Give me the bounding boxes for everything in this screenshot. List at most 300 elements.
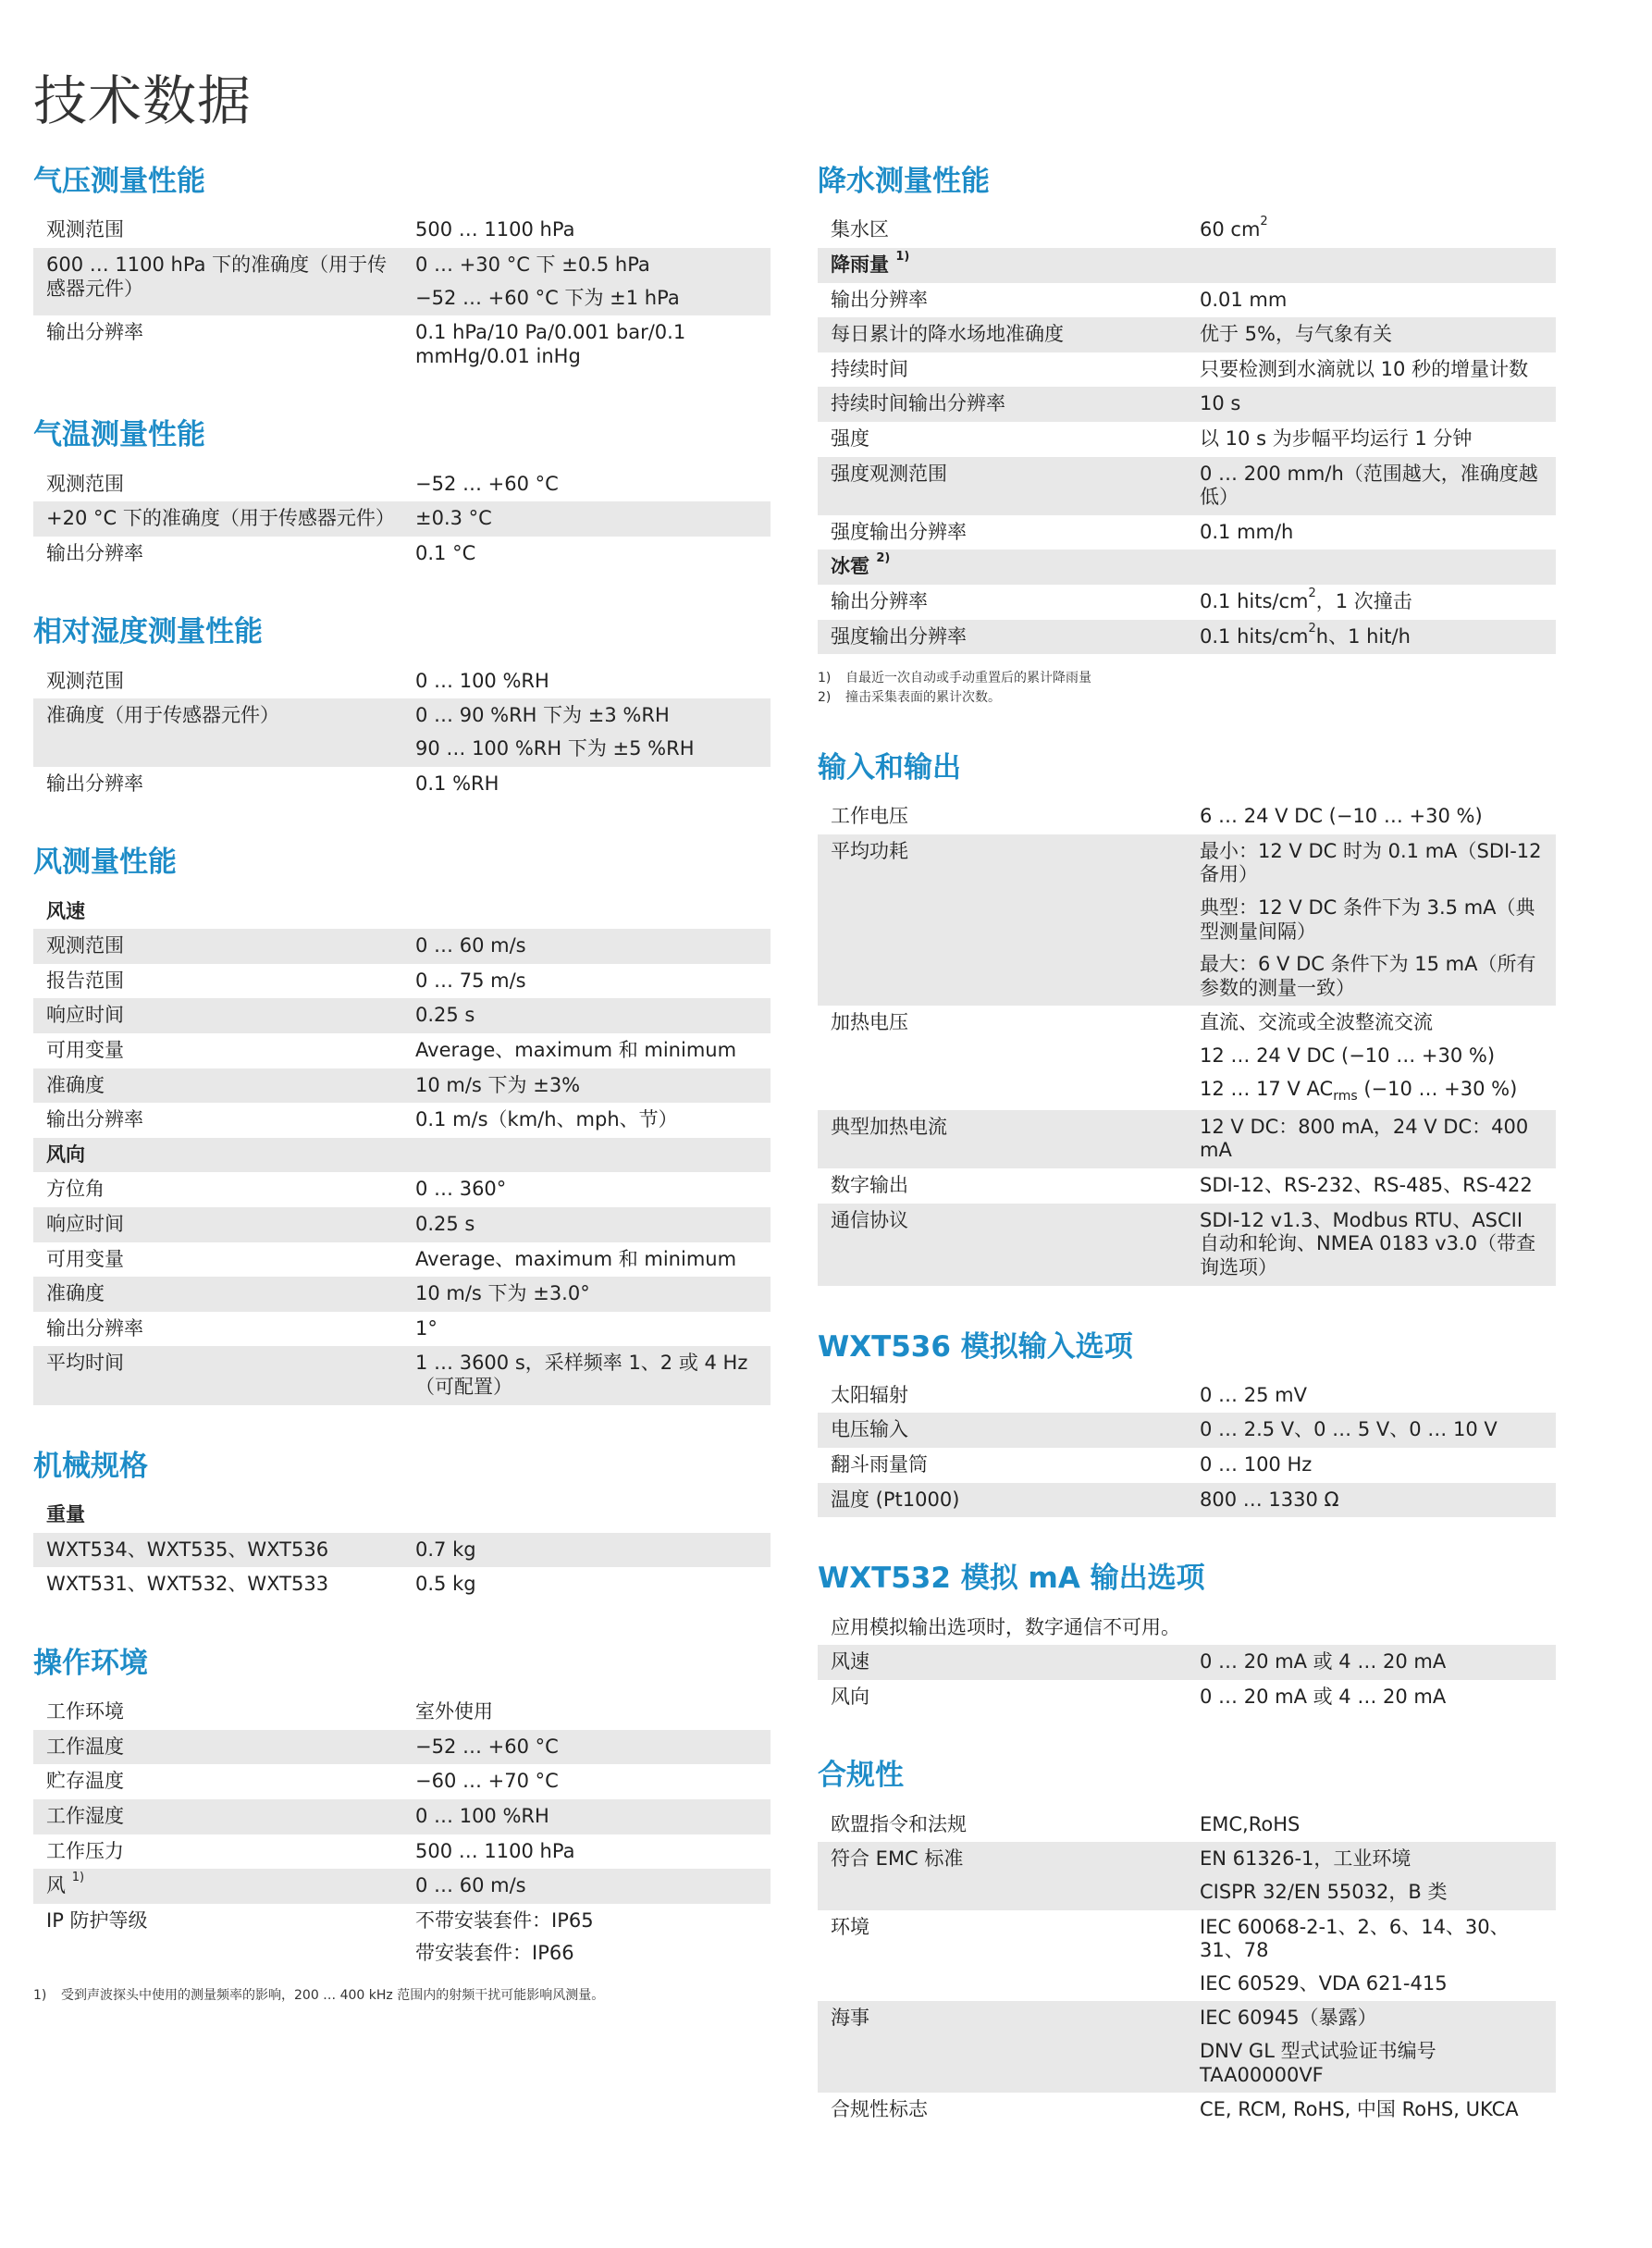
footnotes: [818, 669, 1556, 707]
spec-label: 合规性标志: [831, 2098, 928, 2121]
spec-value: [415, 1700, 771, 1724]
spec-label: 重量: [46, 1502, 85, 1525]
spec-row: [818, 1110, 1556, 1168]
spec-label: IP 防护等级: [46, 1908, 148, 1932]
spec-section: [33, 163, 771, 374]
spec-row: [818, 1448, 1556, 1483]
spec-value: [1200, 323, 1556, 347]
spec-label: 工作压力: [46, 1839, 124, 1862]
spec-row: [818, 620, 1556, 655]
spec-row: [33, 1277, 771, 1312]
spec-value: [1200, 392, 1556, 416]
spec-value: [415, 1178, 771, 1202]
spec-value: [415, 1352, 771, 1399]
spec-value-line: −52 … +60 °C: [415, 1735, 559, 1758]
spec-value: [1200, 1686, 1556, 1710]
spec-label: 平均时间: [46, 1352, 124, 1375]
spec-value: [415, 1840, 771, 1864]
spec-row: [33, 213, 771, 248]
spec-subheading-row: [33, 1498, 771, 1533]
spec-label: 可用变量: [46, 1038, 124, 1061]
spec-row: [818, 387, 1556, 422]
spec-label: 方位角: [46, 1178, 105, 1201]
spec-subheading-row: [33, 895, 771, 930]
spec-value: [415, 253, 771, 310]
spec-row: [818, 515, 1556, 550]
spec-label: WXT531、WXT532、WXT533: [46, 1573, 329, 1596]
spec-label: 环境: [831, 1915, 869, 1938]
spec-section: [33, 613, 771, 801]
spec-value-line: 10 m/s 下为 ±3.0°: [415, 1282, 590, 1305]
spec-value-line: −60 … +70 °C: [415, 1770, 559, 1793]
spec-value: [415, 1074, 771, 1098]
spec-label: +20 °C 下的准确度（用于传感器元件）: [46, 507, 395, 530]
spec-value-line: CISPR 32/EN 55032，B 类: [1200, 1880, 1448, 1903]
spec-label: 持续时间输出分辨率: [831, 392, 1005, 415]
spec-row: [33, 1567, 771, 1602]
spec-table: [818, 1611, 1556, 1715]
spec-value-line: SDI-12、RS-232、RS-485、RS-422: [1200, 1174, 1533, 1197]
section-title: 风测量性能: [33, 846, 177, 880]
spec-section: [33, 416, 771, 571]
spec-label: 工作温度: [46, 1735, 124, 1758]
section-title: 机械规格: [33, 1449, 148, 1483]
spec-label: 输出分辨率: [46, 1316, 143, 1340]
spec-value-line: 60 $cm^2$: [1200, 215, 1268, 241]
spec-row: [818, 317, 1556, 352]
spec-table: [33, 664, 771, 801]
spec-row: [33, 315, 771, 374]
spec-value-line: IEC 60068-2-1、2、6、14、30、31、78: [1200, 1915, 1510, 1962]
spec-label: 持续时间: [831, 357, 908, 380]
spec-value-line: IEC 60529、VDA 621-415: [1200, 1971, 1448, 1995]
spec-value-line: 10 s: [1200, 392, 1241, 415]
spec-row: [818, 457, 1556, 515]
spec-value: [415, 704, 771, 760]
footnote-number: 2): [818, 689, 832, 705]
spec-value-line: Average、maximum 和 minimum: [415, 1038, 737, 1061]
spec-value-line: 0.1 hPa/10 Pa/0.001 bar/0.1 mmHg/0.01 inHg: [415, 321, 686, 367]
footnote: [818, 688, 1556, 707]
spec-row: [33, 1207, 771, 1242]
spec-value: [1200, 1916, 1556, 1996]
spec-value-line: EMC,RoHS: [1200, 1812, 1301, 1835]
spec-value: [415, 1039, 771, 1063]
spec-row: [33, 1033, 771, 1068]
spec-label: 强度观测范围: [831, 462, 947, 485]
spec-value: [415, 1282, 771, 1306]
spec-value-line: 12 … 17 V $AC_{rms}$ (−10 … +30 %): [1200, 1077, 1518, 1104]
spec-label: 翻斗雨量筒: [831, 1453, 928, 1476]
spec-row: [818, 213, 1556, 248]
spec-value-line: 带安装套件：IP66: [415, 1942, 574, 1965]
spec-table: [33, 1695, 771, 1971]
spec-row: [818, 1645, 1556, 1680]
spec-label: 每日累计的降水场地准确度: [831, 323, 1064, 346]
spec-label: 典型加热电流: [831, 1115, 947, 1138]
spec-value: [415, 1317, 771, 1341]
spec-row: [33, 537, 771, 572]
footnote-marker: 1): [895, 249, 910, 264]
spec-value: [1200, 1011, 1556, 1104]
spec-row: [818, 585, 1556, 620]
spec-value-line: 0 … 100 %RH: [415, 1804, 549, 1827]
spec-row: [33, 1172, 771, 1207]
spec-label: 集水区: [831, 218, 889, 241]
spec-value: [1200, 1418, 1556, 1442]
spec-value-line: 500 … 1100 hPa: [415, 1839, 575, 1862]
spec-label: 观测范围: [46, 218, 124, 241]
spec-value: [1200, 840, 1556, 1001]
spec-value: [1200, 621, 1556, 649]
spec-value-line: 0 … 200 mm/h（范围越大，准确度越低）: [1200, 462, 1538, 509]
section-title: 气温测量性能: [33, 418, 205, 452]
section-title: 输入和输出: [818, 750, 961, 784]
spec-value: [1200, 1174, 1556, 1198]
spec-label: 风 $^{1)}$: [46, 1871, 85, 1897]
spec-label: 数字输出: [831, 1174, 908, 1197]
spec-section: [818, 1328, 1556, 1518]
spec-value-line: −52 … +60 °C 下为 ±1 hPa: [415, 286, 680, 309]
spec-subheading-row: [818, 248, 1556, 283]
spec-row: [818, 1168, 1556, 1204]
spec-value: [1200, 1650, 1556, 1674]
spec-label: 降雨量 $^{1)}$: [831, 249, 910, 276]
spec-label: 响应时间: [46, 1004, 124, 1027]
spec-row: [33, 1799, 771, 1834]
spec-value: [1200, 1116, 1556, 1163]
spec-value-line: 0 … 100 Hz: [1200, 1453, 1313, 1476]
spec-value-line: 12 V DC：800 mA，24 V DC：400 mA: [1200, 1115, 1529, 1162]
spec-row: [33, 1764, 771, 1799]
spec-label: 输出分辨率: [46, 541, 143, 564]
spec-value-line: 以 10 s 为步幅平均运行 1 分钟: [1200, 426, 1473, 450]
spec-value-line: 0 … 60 m/s: [415, 934, 526, 957]
spec-row: [818, 1413, 1556, 1448]
spec-label: 可用变量: [46, 1247, 124, 1270]
spec-value-line: 最大：6 V DC 条件下为 15 mA（所有参数的测量一致）: [1200, 953, 1536, 999]
spec-row: [33, 248, 771, 315]
spec-row: [818, 834, 1556, 1007]
spec-row: [818, 1680, 1556, 1715]
spec-value-line: 12 … 24 V DC (−10 … +30 %): [1200, 1044, 1496, 1067]
spec-value: [415, 1004, 771, 1028]
spec-value-line: 0 … 2.5 V、0 … 5 V、0 … 10 V: [1200, 1418, 1498, 1441]
footnote-marker: 2): [876, 551, 891, 566]
section-title: WXT536 模拟输入选项: [818, 1329, 1133, 1364]
footnote-text: 撞击采集表面的累计次数。: [845, 689, 1001, 705]
spec-row: [33, 964, 771, 999]
footnotes: [33, 1986, 771, 2005]
spec-value-line: 1 … 3600 s，采样频率 1、2 或 4 Hz（可配置）: [415, 1352, 748, 1399]
section-title: 操作环境: [33, 1646, 148, 1680]
spec-section: [818, 749, 1556, 1286]
spec-value: [415, 1248, 771, 1272]
spec-label: 海事: [831, 2007, 869, 2030]
spec-value: [1200, 587, 1556, 614]
section-title: 降水测量性能: [818, 165, 990, 198]
spec-value-line: 6 … 24 V DC (−10 … +30 %): [1200, 805, 1483, 828]
spec-value: [415, 542, 771, 566]
spec-row: [818, 2093, 1556, 2128]
spec-label: 加热电压: [831, 1011, 908, 1034]
footnote-number: 1): [818, 671, 832, 686]
spec-value-line: 0.7 kg: [415, 1538, 476, 1561]
spec-subheading-row: [818, 550, 1556, 585]
spec-row: [818, 1808, 1556, 1843]
spec-value-line: 0.1 hits/$cm^2$，1 次撞击: [1200, 587, 1412, 612]
spec-value-line: 典型：12 V DC 条件下为 3.5 mA（典型测量间隔）: [1200, 895, 1535, 943]
spec-value: [1200, 463, 1556, 510]
spec-subheading-row: [33, 1138, 771, 1173]
spec-value: [415, 321, 771, 368]
spec-table: [818, 213, 1556, 654]
spec-label: 电压输入: [831, 1418, 908, 1441]
spec-section: [33, 1448, 771, 1602]
spec-row: [818, 1006, 1556, 1109]
spec-row: [818, 1910, 1556, 2002]
spec-value-line: 0 … 20 mA 或 4 … 20 mA: [1200, 1650, 1447, 1674]
spec-label: 输出分辨率: [831, 288, 928, 311]
spec-row: [33, 1346, 771, 1404]
spec-label: 准确度: [46, 1282, 105, 1305]
spec-row: [33, 501, 771, 537]
spec-value: [415, 507, 771, 531]
spec-value-line: DNV GL 型式试验证书编号 TAA00000VF: [1200, 2039, 1436, 2086]
spec-label: 强度输出分辨率: [831, 624, 967, 648]
spec-label: 观测范围: [46, 934, 124, 957]
spec-table: [818, 1808, 1556, 2128]
spec-label: 风向: [831, 1685, 869, 1708]
spec-section: [818, 163, 1556, 707]
spec-table: [33, 895, 771, 1405]
spec-row: [818, 1204, 1556, 1286]
spec-value: [1200, 2098, 1556, 2122]
spec-row: [33, 1695, 771, 1730]
spec-row: [33, 1068, 771, 1104]
spec-value-line: 0 … 60 m/s: [415, 1874, 526, 1897]
spec-label: 欧盟指令和法规: [831, 1812, 967, 1835]
spec-value-line: 0.1 hits/$cm^2h$、1 hit/h: [1200, 621, 1411, 648]
spec-value-line: 0 … 75 m/s: [415, 969, 526, 992]
spec-value-line: 优于 5%，与气象有关: [1200, 323, 1392, 346]
spec-label: 强度: [831, 426, 869, 450]
spec-value: [415, 670, 771, 694]
spec-value: [1200, 2007, 1556, 2087]
spec-section: [33, 1645, 771, 2005]
spec-value: [1200, 289, 1556, 313]
spec-label: 报告范围: [46, 969, 124, 992]
spec-value: [415, 1770, 771, 1794]
spec-value-line: 0 … 360°: [415, 1178, 507, 1201]
spec-row: [33, 1312, 771, 1347]
spec-label: 冰雹 $^{2)}$: [831, 551, 891, 578]
spec-value-line: 0.1 °C: [415, 541, 476, 564]
spec-value: [415, 970, 771, 994]
spec-label: 温度 (Pt1000): [831, 1488, 960, 1511]
spec-label: 通信协议: [831, 1208, 908, 1231]
footnote-marker: 1): [71, 1871, 85, 1885]
right-column: [818, 163, 1556, 2170]
section-title: 相对湿度测量性能: [33, 615, 263, 649]
footnote: [33, 1986, 771, 2005]
spec-label: 应用模拟输出选项时，数字通信不可用。: [831, 1615, 1180, 1638]
spec-value-line: 10 m/s 下为 ±3%: [415, 1073, 581, 1096]
spec-value: [415, 772, 771, 797]
spec-section: [818, 1757, 1556, 2127]
spec-row: [818, 1611, 1556, 1646]
spec-row: [33, 467, 771, 502]
footnote: [818, 669, 1556, 687]
spec-label: 平均功耗: [831, 839, 908, 862]
section-title: 合规性: [818, 1759, 904, 1793]
spec-label: 观测范围: [46, 472, 124, 495]
spec-row: [33, 664, 771, 699]
spec-row: [33, 1904, 771, 1971]
spec-row: [33, 1730, 771, 1765]
spec-value-line: SDI-12 v1.3、Modbus RTU、ASCII 自动和轮询、NMEA 0183 v3.0（带查询选项）: [1200, 1208, 1536, 1278]
spec-label: 太阳辐射: [831, 1383, 908, 1406]
footnote-text: 自最近一次自动或手动重置后的累计降雨量: [845, 671, 1091, 686]
spec-value: [1200, 521, 1556, 545]
spec-value-line: 只要检测到水滴就以 10 秒的增量计数: [1200, 357, 1529, 380]
spec-value: [1200, 805, 1556, 829]
footnote-number: 1): [33, 1987, 47, 2003]
spec-row: [818, 283, 1556, 318]
spec-value: [415, 1213, 771, 1237]
spec-label: 准确度: [46, 1073, 105, 1096]
spec-label: 风速: [46, 899, 85, 922]
spec-row: [33, 1533, 771, 1568]
spec-value-line: 0.1 %RH: [415, 772, 499, 795]
spec-row: [33, 1242, 771, 1278]
spec-value: [1200, 1813, 1556, 1837]
spec-row: [33, 1834, 771, 1870]
spec-value: [415, 934, 771, 958]
spec-row: [818, 1842, 1556, 1909]
spec-table: [33, 213, 771, 374]
spec-value-line: CE, RCM, RoHS, 中国 RoHS, UKCA: [1200, 2098, 1519, 2121]
spec-value-line: 0.1 m/s（km/h、mph、节）: [415, 1108, 678, 1131]
spec-row: [818, 422, 1556, 457]
spec-row: [33, 929, 771, 964]
spec-value: [1200, 1453, 1556, 1477]
spec-section: [33, 844, 771, 1404]
spec-value-line: 不带安装套件：IP65: [415, 1908, 594, 1932]
spec-label: 工作湿度: [46, 1804, 124, 1827]
spec-value-line: 0 … 90 %RH 下为 ±3 %RH: [415, 704, 670, 727]
spec-label: 符合 EMC 标准: [831, 1847, 964, 1871]
spec-value-line: 90 … 100 %RH 下为 ±5 %RH: [415, 736, 695, 760]
spec-value-line: ±0.3 °C: [415, 507, 492, 530]
spec-row: [33, 698, 771, 766]
spec-label: 工作电压: [831, 805, 908, 828]
spec-value-line: 0 … 25 mV: [1200, 1383, 1307, 1406]
spec-value: [1200, 1847, 1556, 1904]
spec-table: [818, 1378, 1556, 1517]
spec-value-line: 0.25 s: [415, 1004, 475, 1027]
section-title: WXT532 模拟 mA 输出选项: [818, 1562, 1205, 1596]
spec-value: [415, 473, 771, 497]
spec-value-line: 0 … 20 mA 或 4 … 20 mA: [1200, 1685, 1447, 1708]
spec-label: 输出分辨率: [831, 590, 928, 612]
spec-label: 贮存温度: [46, 1770, 124, 1793]
spec-value-line: 0.1 mm/h: [1200, 520, 1294, 543]
spec-value-line: 800 … 1330 Ω: [1200, 1488, 1339, 1511]
spec-value: [1200, 1488, 1556, 1513]
spec-value-line: −52 … +60 °C: [415, 472, 559, 495]
spec-value: [415, 1573, 771, 1597]
section-title: 气压测量性能: [33, 165, 205, 198]
spec-value: [1200, 215, 1556, 242]
spec-row: [818, 352, 1556, 388]
spec-value: [415, 1538, 771, 1562]
spec-label: 工作环境: [46, 1700, 124, 1723]
spec-row: [818, 1378, 1556, 1414]
spec-value-line: 1°: [415, 1316, 438, 1340]
spec-value: [1200, 1209, 1556, 1280]
spec-value-line: 0.5 kg: [415, 1573, 476, 1596]
spec-value-line: 0.01 mm: [1200, 288, 1288, 311]
spec-row: [818, 799, 1556, 834]
spec-value-line: IEC 60945（暴露）: [1200, 2007, 1377, 2030]
spec-value: [1200, 358, 1556, 382]
spec-row: [33, 1869, 771, 1904]
spec-label: 响应时间: [46, 1212, 124, 1235]
spec-label: 观测范围: [46, 669, 124, 692]
spec-value-line: 室外使用: [415, 1700, 493, 1723]
spec-row: [33, 1103, 771, 1138]
spec-label: 输出分辨率: [46, 1108, 143, 1131]
spec-row: [818, 1483, 1556, 1518]
spec-label: 输出分辨率: [46, 772, 143, 795]
spec-label: WXT534、WXT535、WXT536: [46, 1538, 329, 1561]
spec-value: [415, 1108, 771, 1132]
spec-value: [415, 218, 771, 242]
spec-value-line: 0.25 s: [415, 1212, 475, 1235]
spec-row: [818, 2001, 1556, 2093]
spec-value-line: Average、maximum 和 minimum: [415, 1247, 737, 1270]
page-title: 技术数据: [33, 69, 253, 132]
left-column: [33, 163, 771, 2047]
spec-value-line: 0 … +30 °C 下 ±0.5 hPa: [415, 253, 650, 276]
spec-value: [1200, 1384, 1556, 1408]
spec-value: [415, 1805, 771, 1829]
spec-value: [415, 1909, 771, 1966]
spec-value: [415, 1874, 771, 1898]
spec-value-line: 最小：12 V DC 时为 0.1 mA（SDI-12 备用）: [1200, 839, 1542, 886]
spec-value: [1200, 427, 1556, 451]
spec-label: 600 … 1100 hPa 下的准确度（用于传感器元件）: [46, 253, 388, 300]
spec-label: 风向: [46, 1143, 85, 1166]
spec-label: 准确度（用于传感器元件）: [46, 704, 279, 727]
spec-section: [818, 1560, 1556, 1714]
spec-label: 输出分辨率: [46, 321, 143, 344]
spec-value-line: 直流、交流或全波整流交流: [1200, 1011, 1433, 1034]
spec-value-line: 0 … 100 %RH: [415, 669, 549, 692]
spec-value: [415, 1735, 771, 1760]
spec-label: 强度输出分辨率: [831, 520, 967, 543]
spec-table: [33, 1498, 771, 1602]
spec-value-line: EN 61326-1，工业环境: [1200, 1847, 1412, 1871]
spec-label: 风速: [831, 1650, 869, 1674]
spec-row: [33, 767, 771, 802]
spec-table: [33, 467, 771, 572]
spec-value-line: 500 … 1100 hPa: [415, 218, 575, 241]
spec-table: [818, 799, 1556, 1285]
footnote-text: 受到声波探头中使用的测量频率的影响，200 … 400 kHz 范围内的射频干扰可能影响风测量。: [61, 1987, 605, 2003]
spec-row: [33, 998, 771, 1033]
